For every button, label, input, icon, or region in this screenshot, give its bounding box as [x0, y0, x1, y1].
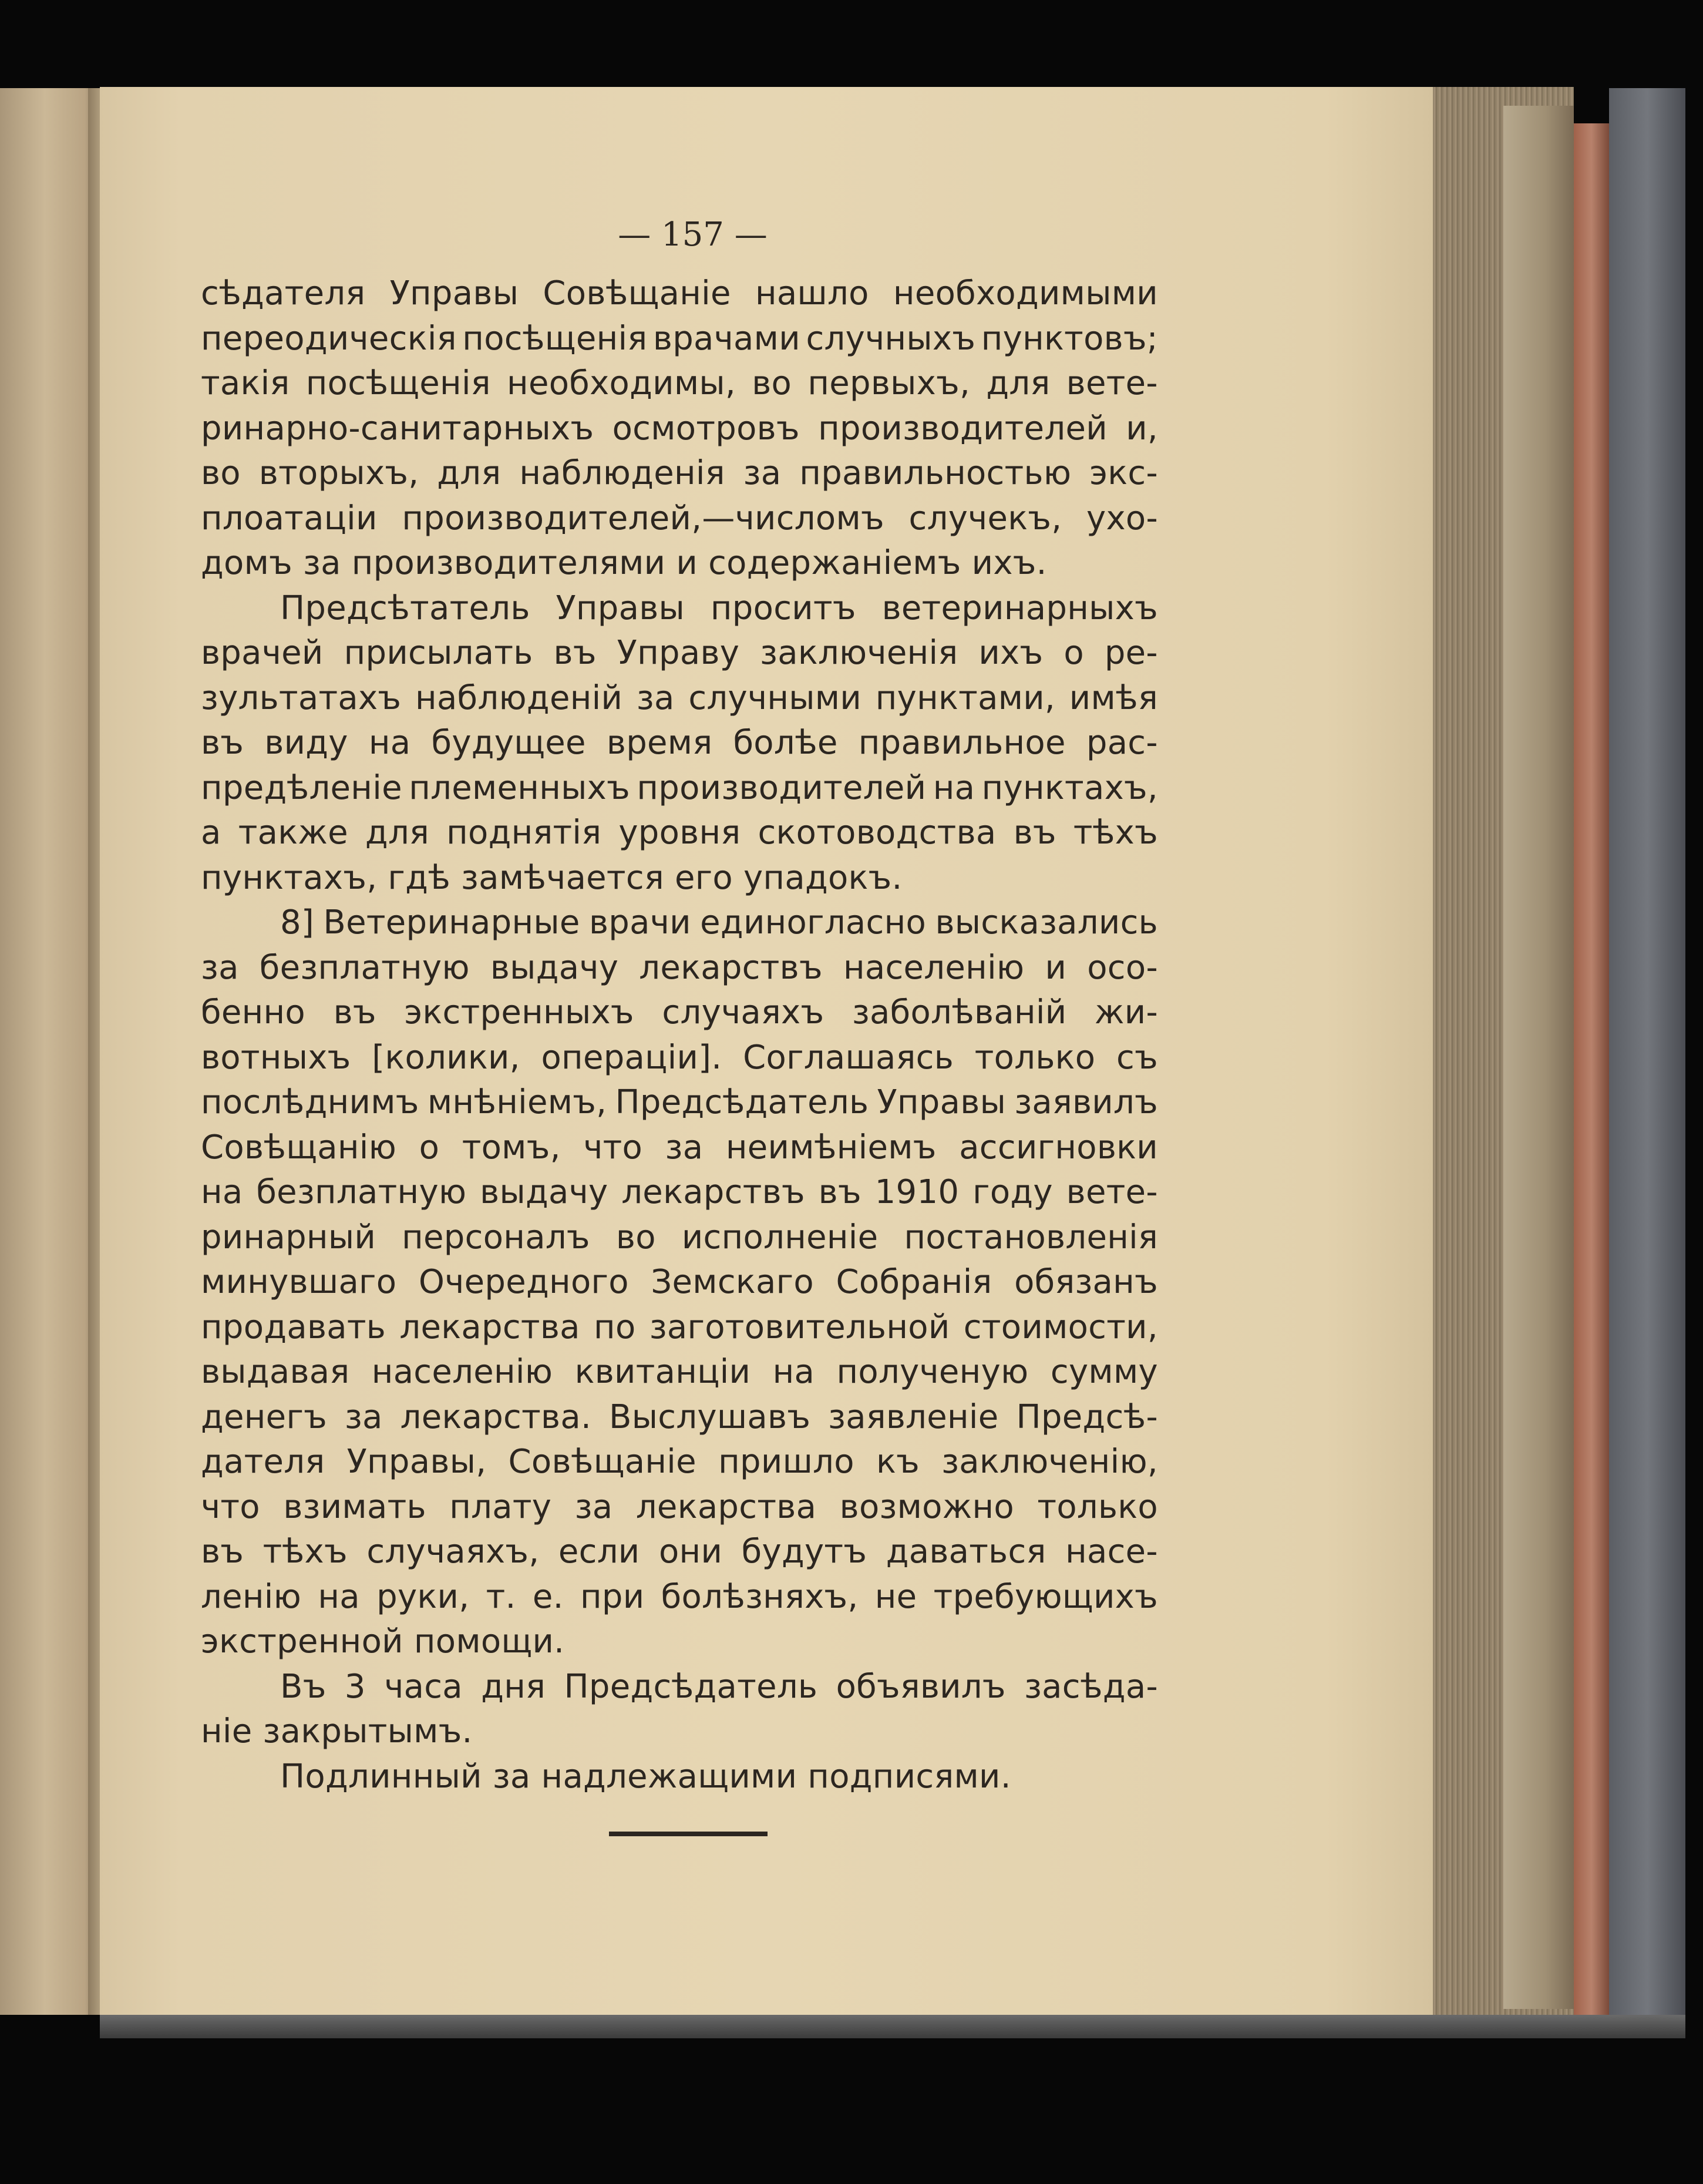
word: обязанъ: [1014, 1263, 1158, 1301]
paragraph: [201, 1665, 1158, 1755]
word: для: [365, 814, 430, 852]
word: за: [344, 1397, 383, 1436]
word: неимѣніемъ: [725, 1128, 937, 1167]
word: въ: [818, 1173, 861, 1211]
word: Собранія: [836, 1263, 992, 1301]
word: въ: [201, 724, 244, 762]
word: поднятія: [446, 814, 602, 852]
word: постановленія: [904, 1218, 1158, 1256]
word: вете-: [1066, 1173, 1158, 1211]
word: пунктахъ,: [201, 858, 378, 897]
word: населенію: [843, 948, 1025, 987]
word: безплатную: [259, 948, 470, 987]
word: время: [606, 724, 713, 762]
word: Соглашаясь: [743, 1038, 954, 1077]
book-edge-band: [1574, 123, 1609, 2015]
word: необходимыми: [893, 274, 1158, 313]
word: на: [368, 724, 411, 762]
text-line: [201, 766, 1158, 811]
word: Управу: [617, 634, 740, 672]
word: случаяхъ,: [366, 1533, 540, 1571]
word: будутъ: [741, 1533, 867, 1571]
word: исполненіе: [681, 1218, 879, 1256]
word: и: [1045, 948, 1067, 987]
word: также: [238, 814, 348, 852]
word: ассигновки: [959, 1128, 1158, 1167]
text-line: [201, 1665, 1158, 1710]
text-line: [201, 541, 1158, 586]
word: подписями.: [807, 1757, 1011, 1796]
word: его: [674, 858, 733, 897]
word: лекарства: [399, 1308, 580, 1346]
word: руки,: [376, 1577, 470, 1616]
word: производителей,—числомъ: [402, 499, 884, 537]
text-line: [201, 1350, 1158, 1395]
word: квитанціи: [574, 1353, 751, 1391]
text-line: [201, 1395, 1158, 1440]
word: зультатахъ: [201, 678, 402, 717]
word: за: [665, 1128, 704, 1167]
word: только: [974, 1038, 1096, 1077]
word: упадокъ.: [743, 858, 903, 897]
word: къ: [876, 1443, 920, 1481]
word: если: [558, 1533, 640, 1571]
body-text: [201, 271, 1158, 1799]
word: во: [752, 364, 792, 402]
page-text: [201, 211, 1158, 1799]
text-line: [201, 1080, 1158, 1125]
word: по: [594, 1308, 636, 1346]
text-line: [201, 586, 1158, 631]
text-line: [201, 1215, 1158, 1261]
word: они: [659, 1533, 723, 1571]
word: мнѣніемъ,: [427, 1083, 607, 1121]
word: ихъ: [978, 634, 1044, 672]
word: заготовительной: [649, 1308, 950, 1346]
word: врачами: [652, 319, 800, 358]
word: вторыхъ,: [258, 454, 419, 492]
text-line: [201, 856, 1158, 901]
word: нашло: [755, 274, 869, 313]
word: Совѣщаніе: [508, 1443, 696, 1481]
word: ленію: [201, 1577, 302, 1616]
word: 8]: [280, 903, 315, 942]
word: ринарно-санитарныхъ: [201, 409, 594, 448]
word: за: [636, 678, 675, 717]
text-line: [201, 946, 1158, 991]
text-line: [201, 1485, 1158, 1530]
word: предѣленіе: [201, 768, 402, 807]
word: тѣхъ: [1073, 814, 1158, 852]
word: заключенію,: [941, 1443, 1158, 1481]
word: [колики,: [372, 1038, 520, 1077]
text-line: [201, 1619, 1158, 1665]
text-line: [201, 990, 1158, 1036]
word: персоналъ: [402, 1218, 590, 1256]
word: не: [874, 1577, 917, 1616]
word: тѣхъ: [262, 1533, 348, 1571]
text-line: [201, 631, 1158, 676]
book-cover-edge: [1609, 88, 1685, 2032]
word: при: [580, 1577, 645, 1616]
word: содержаніемъ: [708, 544, 961, 582]
word: ре-: [1104, 634, 1158, 672]
word: наблюденій: [415, 678, 623, 717]
text-line: [201, 676, 1158, 721]
word: правильностью: [799, 454, 1072, 492]
word: т.: [486, 1577, 516, 1616]
word: наблюденія: [519, 454, 725, 492]
word: Предсѣдатель: [615, 1083, 869, 1121]
word: во: [201, 454, 241, 492]
word: за: [743, 454, 782, 492]
word: часа: [384, 1667, 463, 1706]
word: осмотровъ: [612, 409, 800, 448]
word: стоимости,: [963, 1308, 1158, 1346]
word: будущее: [431, 724, 586, 762]
word: врачей: [201, 634, 324, 672]
word: Управы: [389, 274, 519, 313]
word: случными: [688, 678, 862, 717]
word: е.: [532, 1577, 564, 1616]
word: съ: [1116, 1038, 1158, 1077]
text-line: [201, 451, 1158, 496]
text-line: [201, 1440, 1158, 1485]
word: даваться: [886, 1533, 1046, 1571]
word: что: [583, 1128, 643, 1167]
word: за: [201, 948, 239, 987]
word: жи-: [1095, 993, 1158, 1031]
word: первыхъ,: [807, 364, 971, 402]
word: населенію: [371, 1353, 553, 1391]
word: минувшаго: [201, 1263, 397, 1301]
word: племенныхъ: [409, 768, 630, 807]
word: Выслушавъ: [609, 1397, 811, 1436]
word: дателя: [201, 1443, 325, 1481]
word: денегъ: [201, 1397, 328, 1436]
word: пришло: [718, 1443, 854, 1481]
word: во: [615, 1218, 656, 1256]
word: правильное: [858, 724, 1066, 762]
word: посѣщенія: [305, 364, 491, 402]
word: на: [933, 768, 975, 807]
word: взимать: [283, 1487, 426, 1526]
text-line: [201, 317, 1158, 362]
text-line: [201, 1575, 1158, 1620]
word: плату: [449, 1487, 552, 1526]
word: Ветеринарные: [323, 903, 580, 942]
word: лекарствъ: [621, 1173, 805, 1211]
word: лекарства.: [400, 1397, 592, 1436]
word: въ: [1013, 814, 1056, 852]
word: Предсѣдатель: [564, 1667, 818, 1706]
book-bottom-edge: [100, 2015, 1685, 2038]
word: году: [972, 1173, 1053, 1211]
paragraph: [201, 901, 1158, 1665]
text-line: [201, 496, 1158, 542]
word: что: [201, 1487, 260, 1526]
word: пунктами,: [875, 678, 1056, 717]
word: заявленіе: [828, 1397, 999, 1436]
word: и: [676, 544, 698, 582]
word: операціи].: [541, 1038, 722, 1077]
word: Предсѣ-: [1016, 1397, 1158, 1436]
word: переодическія: [201, 319, 457, 358]
word: высказались: [935, 903, 1158, 942]
word: необходимы,: [507, 364, 736, 402]
word: а: [201, 814, 221, 852]
word: имѣя: [1069, 678, 1158, 717]
word: надлежащими: [541, 1757, 797, 1796]
page-stack-inner: [1503, 106, 1574, 2009]
word: дня: [481, 1667, 546, 1706]
word: выдавая: [201, 1353, 350, 1391]
text-line: [201, 1036, 1158, 1081]
word: на: [772, 1353, 815, 1391]
word: закрытымъ.: [262, 1712, 473, 1750]
word: выдачу: [490, 948, 619, 987]
word: скотоводства: [758, 814, 997, 852]
closing-rule: [609, 1832, 768, 1836]
word: виду: [264, 724, 348, 762]
word: о: [419, 1128, 440, 1167]
word: заключенія: [760, 634, 958, 672]
word: полученую: [836, 1353, 1029, 1391]
word: уровня: [618, 814, 741, 852]
word: помощи.: [413, 1622, 565, 1661]
word: на: [318, 1577, 360, 1616]
word: случныхъ: [806, 319, 976, 358]
previous-page-edge: [0, 88, 100, 2015]
text-line: [201, 1709, 1158, 1755]
word: присылать: [344, 634, 533, 672]
word: Совѣщанію: [201, 1128, 397, 1167]
word: въ: [333, 993, 376, 1031]
word: бенно: [201, 993, 305, 1031]
word: за: [303, 544, 341, 582]
word: Предсѣтатель: [280, 589, 530, 627]
word: Совѣщаніе: [543, 274, 731, 313]
word: заявилъ: [1014, 1083, 1158, 1121]
word: такія: [201, 364, 290, 402]
word: Управы: [556, 589, 685, 627]
word: 1910: [874, 1173, 960, 1211]
word: экстренныхъ: [404, 993, 634, 1031]
word: производителями: [351, 544, 666, 582]
word: ухо-: [1086, 499, 1158, 537]
paragraph: [201, 586, 1158, 901]
word: о: [1063, 634, 1084, 672]
word: для: [986, 364, 1051, 402]
word: гдѣ: [388, 858, 451, 897]
word: и,: [1126, 409, 1158, 448]
word: ветеринарныхъ: [881, 589, 1158, 627]
word: 3: [344, 1667, 366, 1706]
word: болѣе: [733, 724, 838, 762]
word: домъ: [201, 544, 292, 582]
word: продавать: [201, 1308, 386, 1346]
paragraph: [201, 1755, 1158, 1800]
word: ніе: [201, 1712, 253, 1750]
word: единогласно: [700, 903, 927, 942]
word: возможно: [839, 1487, 1014, 1526]
word: ринарный: [201, 1218, 376, 1256]
word: томъ,: [462, 1128, 561, 1167]
word: лекарствъ: [639, 948, 823, 987]
word: замѣчается: [461, 858, 664, 897]
word: болѣзняхъ,: [661, 1577, 859, 1616]
word: врачи: [588, 903, 691, 942]
text-line: [201, 1305, 1158, 1350]
word: послѣднимъ: [201, 1083, 419, 1121]
word: насе-: [1065, 1533, 1158, 1571]
word: случаяхъ: [662, 993, 824, 1031]
word: рас-: [1086, 724, 1158, 762]
word: осо-: [1087, 948, 1158, 987]
word: Въ: [280, 1667, 327, 1706]
word: сѣдателя: [201, 274, 366, 313]
word: плоатаціи: [201, 499, 378, 537]
word: Управы: [877, 1083, 1007, 1121]
word: за: [574, 1487, 613, 1526]
word: проситъ: [710, 589, 856, 627]
text-line: [201, 1125, 1158, 1171]
word: сумму: [1050, 1353, 1158, 1391]
word: за: [492, 1757, 531, 1796]
page-number: — 157 —: [618, 216, 768, 254]
word: для: [437, 454, 502, 492]
word: требующихъ: [933, 1577, 1158, 1616]
word: только: [1037, 1487, 1158, 1526]
word: засѣда-: [1024, 1667, 1158, 1706]
text-line: [201, 1260, 1158, 1305]
text-line: [201, 406, 1158, 452]
text-line: [201, 271, 1158, 317]
word: лекарства: [635, 1487, 817, 1526]
word: выдачу: [480, 1173, 608, 1211]
word: вете-: [1066, 364, 1158, 402]
word: экстренной: [201, 1622, 403, 1661]
word: вотныхъ: [201, 1038, 351, 1077]
text-line: [201, 1755, 1158, 1800]
word: безплатную: [256, 1173, 467, 1211]
word: пунктахъ,: [981, 768, 1158, 807]
text-line: [201, 901, 1158, 946]
word: Подлинный: [280, 1757, 482, 1796]
word: въ: [553, 634, 597, 672]
word: производителей: [637, 768, 927, 807]
word: посѣщенія: [462, 319, 648, 358]
word: въ: [201, 1533, 244, 1571]
word: случекъ,: [908, 499, 1062, 537]
word: объявилъ: [836, 1667, 1006, 1706]
paragraph: [201, 271, 1158, 586]
text-line: [201, 811, 1158, 856]
text-line: [201, 721, 1158, 766]
text-line: [201, 361, 1158, 406]
word: Очередного: [418, 1263, 629, 1301]
word: пунктовъ;: [981, 319, 1158, 358]
word: Управы,: [346, 1443, 487, 1481]
word: производителей: [818, 409, 1108, 448]
word: заболѣваній: [852, 993, 1067, 1031]
text-line: [201, 1170, 1158, 1215]
word: ихъ.: [971, 544, 1047, 582]
word: Земскаго: [651, 1263, 814, 1301]
word: экс-: [1089, 454, 1158, 492]
text-line: [201, 1530, 1158, 1575]
word: на: [201, 1173, 243, 1211]
